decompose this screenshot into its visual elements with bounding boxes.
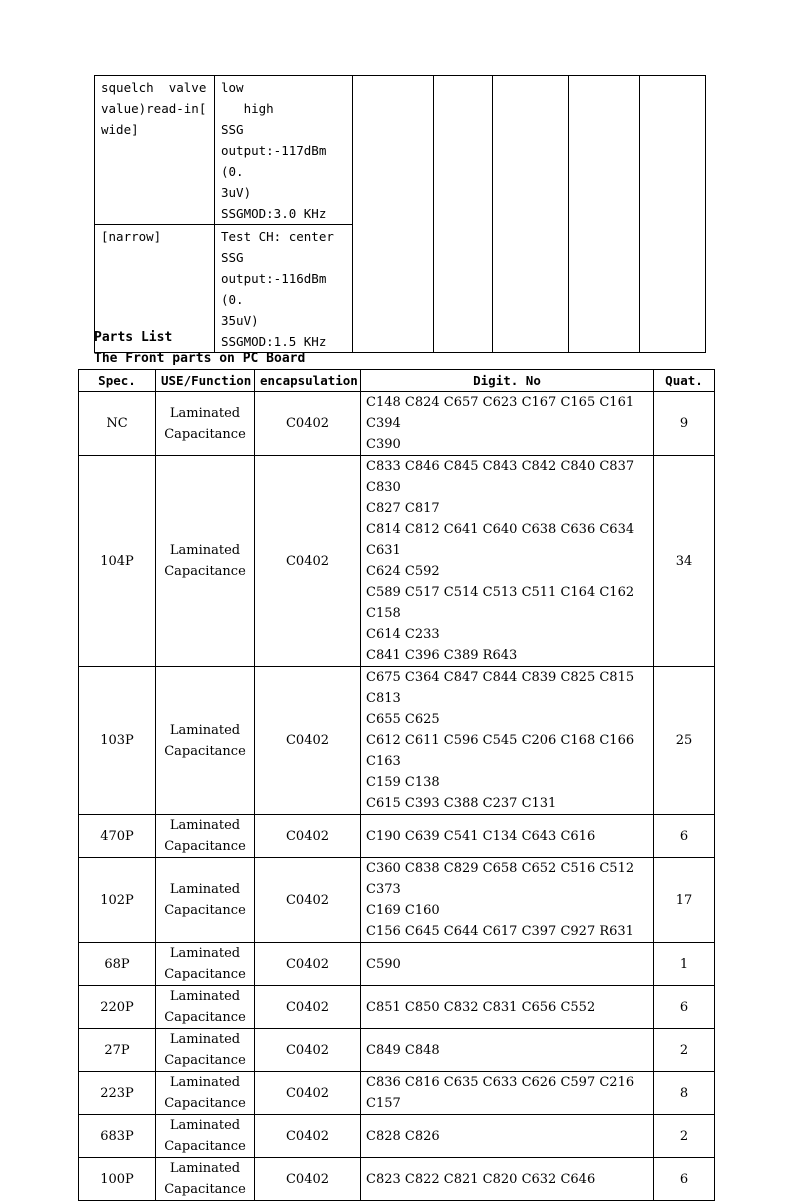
digit-line: C159 C138 [366, 775, 440, 790]
parts-table-header-row [79, 370, 715, 392]
table-row [79, 392, 715, 456]
digit-line: C148 C824 C657 C623 C167 C165 C161 C394 [366, 395, 635, 431]
function-line: Capacitance [164, 1182, 246, 1197]
function-line: Laminated [169, 818, 241, 833]
quantity-cell: 6 [654, 986, 715, 1029]
function-line: Laminated [169, 1075, 241, 1090]
digit-line: C849 C848 [366, 1042, 440, 1058]
function-cell [156, 815, 255, 858]
digit-no-cell [361, 986, 654, 1029]
digit-line: C615 C393 C388 C237 C131 [366, 796, 557, 811]
empty-cell [640, 76, 706, 353]
digit-line: C836 C816 C635 C633 C626 C597 C216 C157 [366, 1075, 635, 1111]
digit-line: C360 C838 C829 C658 C652 C516 C512 C373 [366, 861, 635, 897]
quantity-cell: 1 [654, 943, 715, 986]
digit-line: C828 C826 [366, 1128, 440, 1144]
function-line: Capacitance [164, 967, 246, 982]
digit-line: C589 C517 C514 C513 C511 C164 C162 C158 [366, 585, 635, 621]
test-spec-row-wide [95, 76, 706, 225]
function-line: Capacitance [164, 1139, 246, 1154]
encapsulation-cell: C0402 [255, 667, 361, 815]
condition-line: low [221, 80, 244, 95]
function-cell [156, 456, 255, 667]
digit-no-cell [361, 1072, 654, 1115]
digit-line: C827 C817 [366, 501, 440, 516]
function-line: Laminated [169, 1118, 241, 1133]
function-cell [156, 667, 255, 815]
digit-line: C590 [366, 956, 401, 972]
function-line: Laminated [169, 882, 241, 897]
encapsulation-column-header: encapsulation [255, 370, 361, 392]
empty-cell [569, 76, 640, 353]
digit-line: C169 C160 [366, 903, 440, 918]
quantity-cell: 2 [654, 1029, 715, 1072]
encapsulation-cell: C0402 [255, 1158, 361, 1201]
function-line: Laminated [169, 722, 241, 738]
condition-line: SSGMOD:3.0 KHz [221, 206, 327, 221]
spec-cell: 68P [79, 943, 156, 986]
function-cell [156, 392, 255, 456]
function-cell [156, 986, 255, 1029]
digit-line: C190 C639 C541 C134 C643 C616 [366, 828, 596, 844]
encapsulation-cell: C0402 [255, 456, 361, 667]
digit-no-cell [361, 815, 654, 858]
table-row [79, 456, 715, 667]
digit-no-cell [361, 1029, 654, 1072]
function-line: Capacitance [164, 903, 246, 918]
function-line: Laminated [169, 543, 241, 558]
function-line: Laminated [169, 1161, 241, 1176]
function-cell [156, 1115, 255, 1158]
function-cell [156, 943, 255, 986]
function-line: Capacitance [164, 1096, 246, 1111]
spec-cell: NC [79, 392, 156, 456]
digit-line: C814 C812 C641 C640 C638 C636 C634 C631 [366, 522, 635, 558]
quantity-cell: 17 [654, 858, 715, 943]
spec-column-header: Spec. [79, 370, 156, 392]
table-row [79, 815, 715, 858]
function-line: Capacitance [164, 1053, 246, 1068]
empty-cell [434, 76, 493, 353]
quantity-cell: 2 [654, 1115, 715, 1158]
condition-line: Test CH: center [221, 229, 334, 244]
digit-line: C823 C822 C821 C820 C632 C646 [366, 1171, 596, 1187]
function-line: Capacitance [164, 743, 246, 759]
quantity-cell: 34 [654, 456, 715, 667]
encapsulation-cell: C0402 [255, 943, 361, 986]
table-row [79, 667, 715, 815]
table-row [79, 858, 715, 943]
digit-line: C851 C850 C832 C831 C656 C552 [366, 999, 596, 1015]
condition-line: output:-116dBm(0. [221, 271, 327, 307]
digit-no-cell [361, 943, 654, 986]
function-line: Laminated [169, 946, 241, 961]
function-line: Laminated [169, 989, 241, 1004]
function-cell [156, 1029, 255, 1072]
spec-cell: 27P [79, 1029, 156, 1072]
condition-line: 3uV) [221, 185, 252, 200]
test-item-cell: [narrow] [95, 225, 215, 353]
quantity-cell: 25 [654, 667, 715, 815]
digit-line: C390 [366, 437, 401, 452]
encapsulation-cell: C0402 [255, 858, 361, 943]
table-row [79, 943, 715, 986]
digit-no-cell [361, 1115, 654, 1158]
digit-line: C833 C846 C845 C843 C842 C840 C837 C830 [366, 459, 635, 495]
empty-cell [493, 76, 569, 353]
empty-cell [353, 76, 434, 353]
spec-cell: 223P [79, 1072, 156, 1115]
function-line: Capacitance [164, 839, 246, 854]
digit-no-cell [361, 858, 654, 943]
function-line: Capacitance [164, 564, 246, 579]
digit-no-cell [361, 1158, 654, 1201]
table-row [79, 986, 715, 1029]
table-row [79, 1115, 715, 1158]
function-line: Capacitance [164, 1010, 246, 1025]
digit-line: C612 C611 C596 C545 C206 C168 C166 C163 [366, 733, 635, 769]
function-cell [156, 1072, 255, 1115]
condition-line: high [221, 101, 274, 116]
spec-cell: 103P [79, 667, 156, 815]
condition-line: output:-117dBm(0. [221, 143, 327, 179]
table-row [79, 1029, 715, 1072]
digit-no-cell [361, 456, 654, 667]
encapsulation-cell: C0402 [255, 1029, 361, 1072]
digit-line: C655 C625 [366, 712, 440, 727]
spec-cell: 220P [79, 986, 156, 1029]
condition-line: SSG [221, 250, 244, 265]
condition-line: 35uV) [221, 313, 259, 328]
condition-line: SSG [221, 122, 244, 137]
encapsulation-cell: C0402 [255, 392, 361, 456]
test-condition-cell [215, 225, 353, 353]
digit-line: C614 C233 [366, 627, 440, 642]
digit-line: C675 C364 C847 C844 C839 C825 C815 C813 [366, 670, 635, 706]
encapsulation-cell: C0402 [255, 815, 361, 858]
quantity-cell: 9 [654, 392, 715, 456]
function-cell [156, 858, 255, 943]
spec-cell: 470P [79, 815, 156, 858]
digit-line: C624 C592 [366, 564, 440, 579]
encapsulation-cell: C0402 [255, 1115, 361, 1158]
test-item-cell: squelch valve value)read-in[ wide] [95, 76, 215, 225]
digit-line: C156 C645 C644 C617 C397 C927 R631 [366, 924, 634, 939]
front-parts-heading: The Front parts on PC Board [94, 351, 306, 366]
function-line: Capacitance [164, 426, 246, 442]
digit-line: C841 C396 C389 R643 [366, 648, 518, 663]
spec-cell: 104P [79, 456, 156, 667]
table-row [79, 1072, 715, 1115]
test-condition-cell [215, 76, 353, 225]
test-spec-table [94, 75, 706, 353]
quantity-cell: 8 [654, 1072, 715, 1115]
parts-list-heading: Parts List [94, 330, 173, 345]
function-column-header: USE/Function [156, 370, 255, 392]
table-row [79, 1158, 715, 1201]
quantity-cell: 6 [654, 1158, 715, 1201]
function-cell [156, 1158, 255, 1201]
encapsulation-cell: C0402 [255, 986, 361, 1029]
function-line: Laminated [169, 405, 241, 421]
spec-cell: 683P [79, 1115, 156, 1158]
quantity-cell: 6 [654, 815, 715, 858]
digit-no-cell [361, 667, 654, 815]
condition-line: SSGMOD:1.5 KHz [221, 334, 327, 349]
function-line: Laminated [169, 1032, 241, 1047]
quantity-column-header: Quat. [654, 370, 715, 392]
parts-table [78, 369, 715, 1201]
parts-table-body [79, 392, 715, 1201]
spec-cell: 100P [79, 1158, 156, 1201]
digit-no-column-header: Digit. No [361, 370, 654, 392]
encapsulation-cell: C0402 [255, 1072, 361, 1115]
spec-cell: 102P [79, 858, 156, 943]
digit-no-cell [361, 392, 654, 456]
